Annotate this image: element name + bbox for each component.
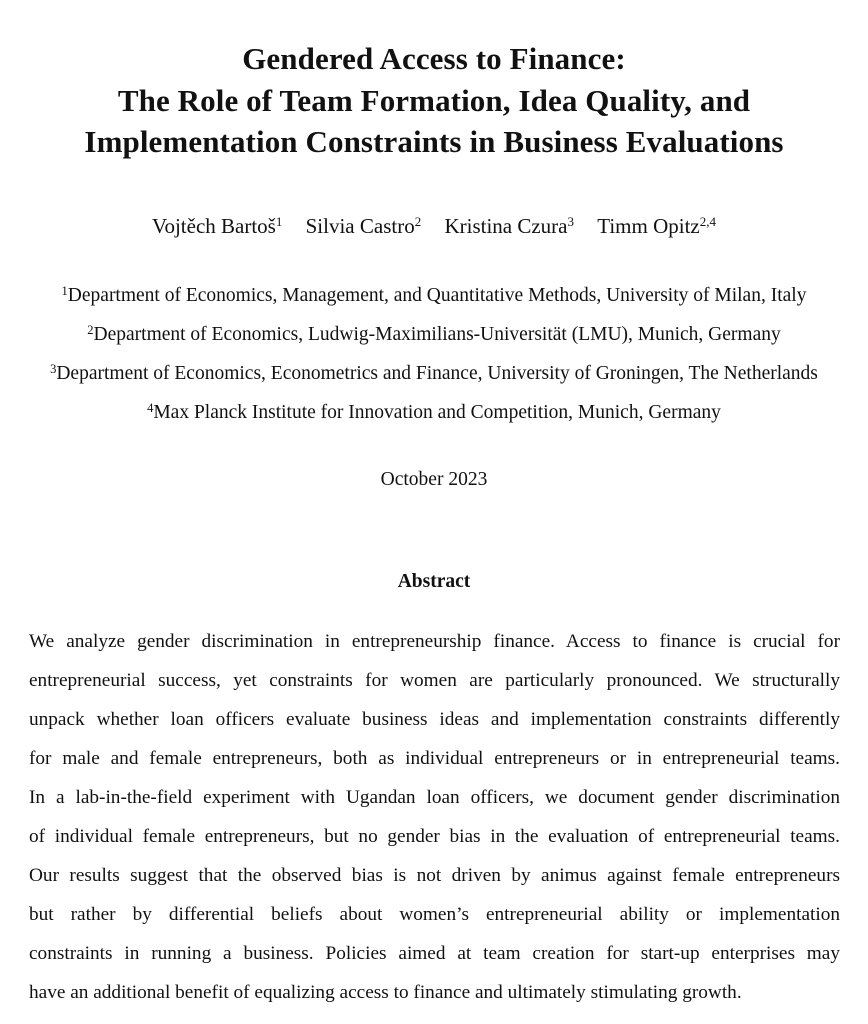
author [597, 212, 716, 240]
title-line: The Role of Team Formation, Idea Quality, and [117, 82, 751, 118]
author-affiliation-marker: 2,4 [699, 214, 716, 229]
affiliation [0, 282, 868, 321]
affiliation-text: Max Planck Institute for Innovation and Competition, Munich, Germany [153, 402, 721, 423]
affiliation-marker: 3 [50, 362, 57, 376]
abstract-line: Our results suggest that the observed bias is not driven by animus against female entrepreneurs [29, 865, 840, 886]
affiliation-marker: 4 [147, 401, 154, 415]
abstract-line: for male and female entrepreneurs, both as individual entrepreneurs or in entrepreneurial teams. [29, 748, 840, 769]
author-name: Kristina Czura [444, 214, 568, 238]
affiliation-text: Department of Economics, Management, and Quantitative Methods, University of Milan, Italy [67, 285, 807, 306]
affiliation-text: Department of Economics, Ludwig-Maximilians-Universität (LMU), Munich, Germany [93, 324, 781, 345]
abstract-line: entrepreneurial success, yet constraints for women are particularly pronounced. We structurally [29, 670, 840, 691]
abstract-line: We analyze gender discrimination in entrepreneurship finance. Access to finance is crucial for [29, 631, 840, 652]
abstract-line: In a lab-in-the-field experiment with Ugandan loan officers, we document gender discrimination [29, 787, 840, 808]
abstract-line: unpack whether loan officers evaluate business ideas and implementation constraints differently [29, 709, 840, 730]
abstract-body [29, 622, 840, 1012]
author-affiliation-marker: 3 [567, 214, 574, 229]
abstract-heading: Abstract [397, 571, 471, 592]
author-name: Silvia Castro [305, 214, 415, 238]
paper-title [0, 38, 868, 163]
abstract-line: have an additional benefit of equalizing access to finance and ultimately stimulating growth. [29, 982, 742, 1003]
affiliation-marker: 1 [61, 284, 68, 298]
author [152, 212, 282, 240]
affiliation [0, 360, 868, 399]
author-name: Timm Opitz [597, 214, 700, 238]
affiliation [0, 321, 868, 360]
abstract-line: but rather by differential beliefs about women’s entrepreneurial ability or implementation [29, 904, 840, 925]
publication-date: October 2023 [380, 469, 488, 490]
author [306, 212, 422, 240]
affiliation-marker: 2 [87, 323, 94, 337]
title-line: Implementation Constraints in Business Evaluations [84, 124, 784, 159]
title-line: Gendered Access to Finance: [242, 41, 626, 76]
author-name: Vojtěch Bartoš [152, 214, 276, 238]
affiliation-list [0, 282, 868, 438]
abstract-line: of individual female entrepreneurs, but no gender bias in the evaluation of entrepreneurial teams. [29, 826, 840, 847]
author-affiliation-marker: 2 [414, 214, 422, 229]
affiliation [0, 399, 868, 438]
author-list [0, 212, 868, 240]
author [444, 212, 574, 240]
abstract-line: constraints in running a business. Policies aimed at team creation for start-up enterprises may [29, 943, 840, 964]
author-affiliation-marker: 1 [275, 214, 283, 229]
affiliation-text: Department of Economics, Econometrics and Finance, University of Groningen, The Netherlands [56, 363, 818, 384]
